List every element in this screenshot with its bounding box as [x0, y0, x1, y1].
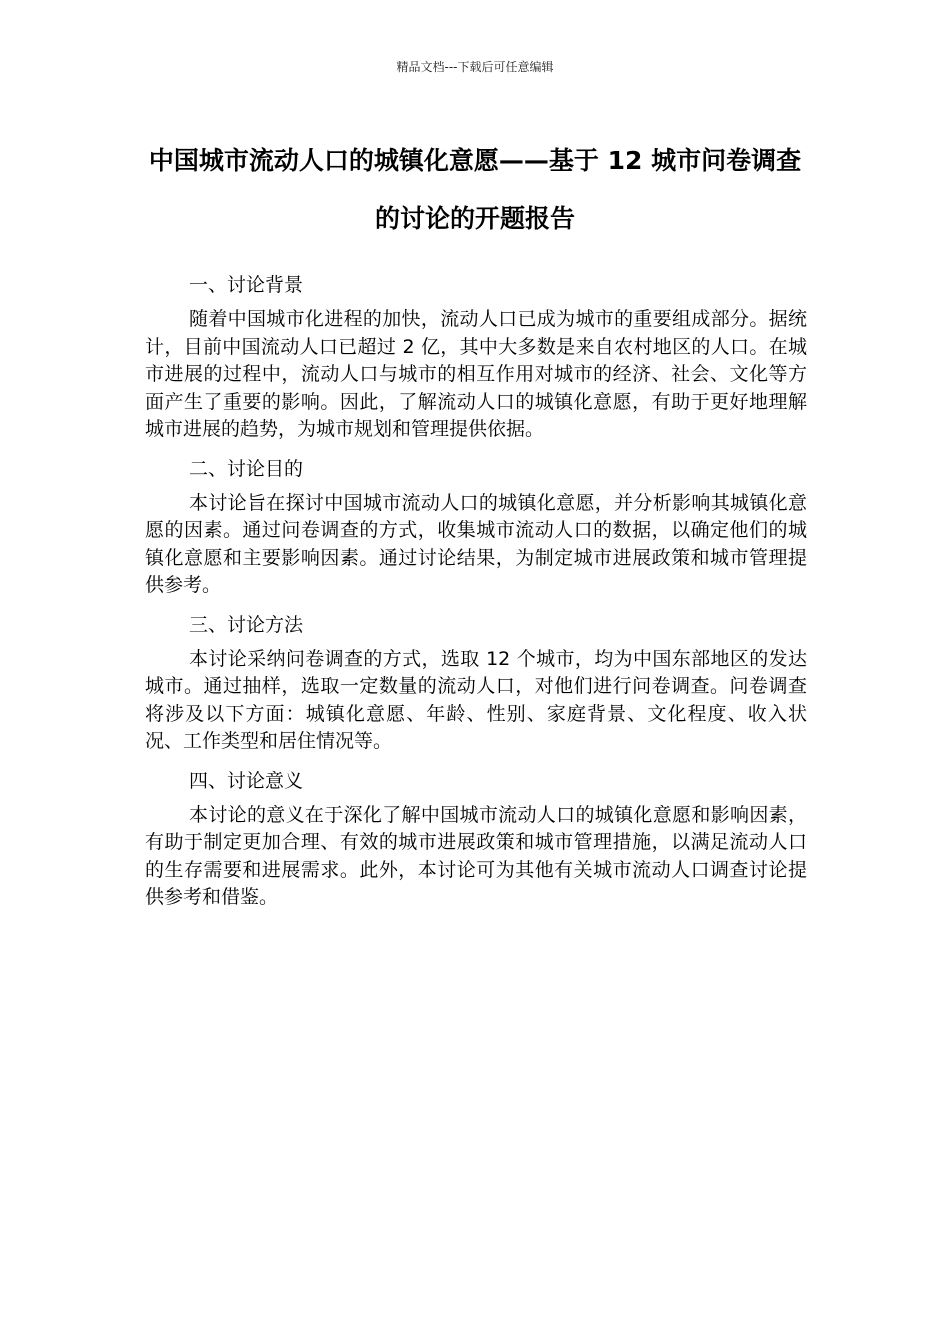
page-header-note: 精品文档---下载后可任意编辑 — [396, 60, 554, 74]
section-purpose — [145, 454, 807, 600]
section-heading: 二、讨论目的 — [189, 457, 304, 480]
section-paragraph: 随着中国城市化进程的加快，流动人口已成为城市的重要组成部分。据统计，目前中国流动人口已超过 2 亿，其中大多数是来自农村地区的人口。在城市进展的过程中，流动人口与城市的相互作用对城市的经济、社会、文化等方面产生了重要的影响。因此，了解流动人口的城镇化意愿，有助于更好地理解城市进展的趋势，为城市规划和管理提供依据。 — [145, 308, 807, 440]
document-title: 中国城市流动人口的城镇化意愿——基于 12 城市问卷调查的讨论的开题报告 — [148, 146, 802, 233]
document-body — [145, 270, 807, 922]
section-significance — [145, 766, 807, 912]
section-heading: 四、讨论意义 — [189, 769, 304, 792]
section-paragraph: 本讨论的意义在于深化了解中国城市流动人口的城镇化意愿和影响因素，有助于制定更加合理、有效的城市进展政策和城市管理措施，以满足流动人口的生存需要和进展需求。此外，本讨论可为其他有关城市流动人口调查讨论提供参考和借鉴。 — [145, 803, 807, 908]
section-heading: 三、讨论方法 — [189, 613, 304, 636]
section-paragraph: 本讨论采纳问卷调查的方式，选取 12 个城市，均为中国东部地区的发达城市。通过抽样，选取一定数量的流动人口，对他们进行问卷调查。问卷调查将涉及以下方面：城镇化意愿、年龄、性别、家庭背景、文化程度、收入状况、工作类型和居住情况等。 — [145, 647, 807, 752]
section-background — [145, 270, 807, 444]
section-paragraph: 本讨论旨在探讨中国城市流动人口的城镇化意愿，并分析影响其城镇化意愿的因素。通过问卷调查的方式，收集城市流动人口的数据，以确定他们的城镇化意愿和主要影响因素。通过讨论结果，为制定城市进展政策和城市管理提供参考。 — [145, 491, 807, 596]
section-heading: 一、讨论背景 — [189, 274, 304, 296]
section-method — [145, 610, 807, 756]
